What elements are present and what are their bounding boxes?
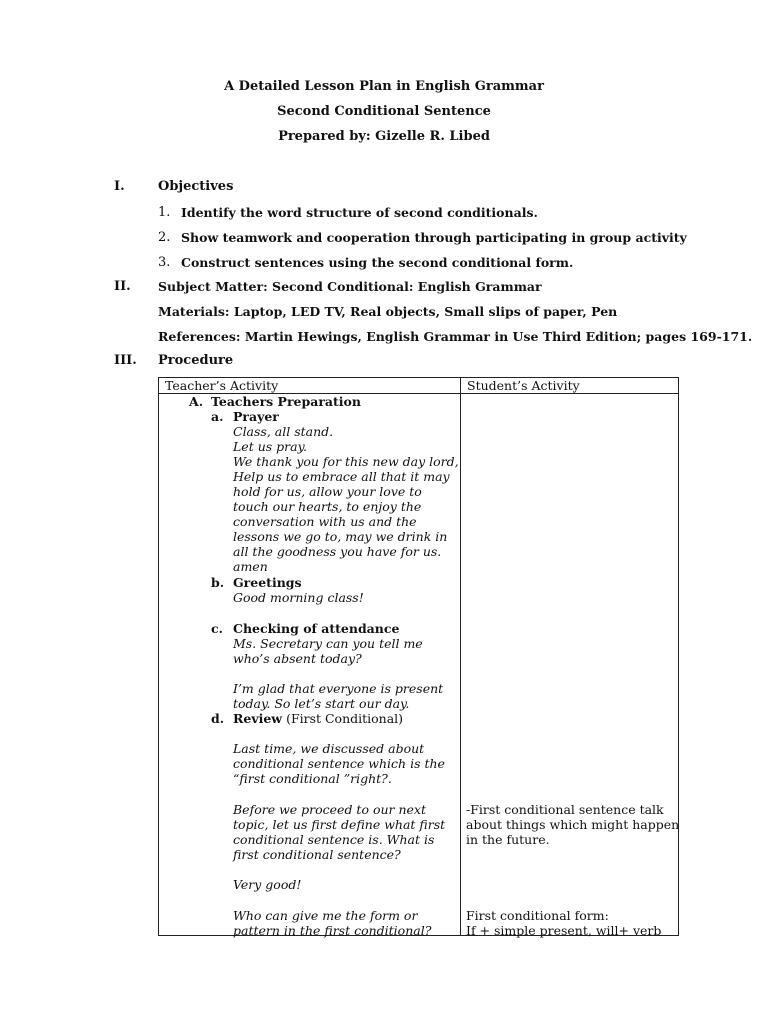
prayer-line: touch our hearts, to enjoy the (233, 499, 422, 514)
prayer-line: Class, all stand. (233, 424, 334, 439)
student-answer-line: -First conditional sentence talk (466, 802, 664, 817)
review-line: conditional sentence is. What is (233, 832, 435, 847)
student-answer-line: in the future. (466, 832, 550, 847)
prayer-line: amen (233, 559, 268, 574)
student-activity-cell (461, 394, 679, 936)
prayer-line: lessons we go to, may we drink in (233, 529, 448, 544)
section-letter: A. (189, 394, 204, 409)
attendance-line: today. So let’s start our day. (233, 696, 410, 711)
prayer-line: Let us pray. (233, 439, 307, 454)
item-title-prayer: Prayer (233, 409, 279, 424)
attendance-line: who’s absent today? (233, 651, 362, 666)
objective-number: 2. (158, 230, 171, 245)
item-title-review: Review (233, 711, 283, 726)
prayer-line: We thank you for this new day lord, (233, 454, 459, 469)
review-line: conditional sentence which is the (233, 756, 445, 771)
section-title-procedure: Procedure (158, 353, 234, 368)
section-numeral-objectives: I. (114, 179, 125, 194)
review-line: Very good! (233, 877, 302, 892)
objective-item: Construct sentences using the second conditional form. (181, 255, 574, 270)
item-letter: c. (211, 621, 223, 636)
prayer-line: all the goodness you have for us. (233, 544, 442, 559)
item-title-attendance: Checking of attendance (233, 621, 400, 636)
attendance-line: I’m glad that everyone is present (233, 681, 444, 696)
student-answer-line: If + simple present, will+ verb (466, 923, 662, 938)
student-answer-line: First conditional form: (466, 908, 609, 923)
attendance-line: Ms. Secretary can you tell me (233, 636, 423, 651)
prayer-line: Help us to embrace all that it may (233, 469, 450, 484)
review-line: first conditional sentence? (233, 847, 401, 862)
section-heading-preparation: Teachers Preparation (211, 394, 361, 409)
item-letter: b. (211, 575, 225, 590)
prayer-line: conversation with us and the (233, 514, 417, 529)
review-line: Before we proceed to our next (233, 802, 426, 817)
section-numeral-procedure: III. (114, 353, 137, 368)
review-line: pattern in the first conditional? (233, 923, 432, 938)
greetings-line: Good morning class! (233, 590, 364, 605)
student-answer-line: about things which might happen (466, 817, 680, 832)
procedure-table (158, 377, 679, 936)
prepared-by: Prepared by: Gizelle R. Libed (278, 129, 490, 144)
column-header-teacher: Teacher’s Activity (159, 378, 461, 394)
review-line: “first conditional ”right?. (233, 771, 392, 786)
objective-number: 3. (158, 255, 171, 270)
objective-number: 1. (158, 205, 171, 220)
column-header-student: Student’s Activity (461, 378, 679, 394)
section-title-objectives: Objectives (158, 179, 234, 194)
item-title-greetings: Greetings (233, 575, 302, 590)
objective-item: Show teamwork and cooperation through participating in group activity (181, 230, 687, 245)
objective-item: Identify the word structure of second conditionals. (181, 205, 538, 220)
review-line: topic, let us first define what first (233, 817, 446, 832)
document-subtitle: Second Conditional Sentence (277, 104, 491, 119)
review-line: Who can give me the form or (233, 908, 418, 923)
references-line: References: Martin Hewings, English Grammar in Use Third Edition; pages 169-171. (158, 329, 753, 344)
section-title-subject: Subject Matter: Second Conditional: English Grammar (158, 279, 542, 294)
item-letter: d. (211, 711, 225, 726)
review-note: (First Conditional) (286, 711, 404, 726)
item-letter: a. (211, 409, 224, 424)
materials-line: Materials: Laptop, LED TV, Real objects, Small slips of paper, Pen (158, 304, 618, 319)
prayer-line: hold for us, allow your love to (233, 484, 422, 499)
section-numeral-subject: II. (114, 279, 131, 294)
document-title: A Detailed Lesson Plan in English Grammar (224, 79, 544, 94)
review-line: Last time, we discussed about (233, 741, 425, 756)
teacher-activity-cell (159, 394, 461, 936)
